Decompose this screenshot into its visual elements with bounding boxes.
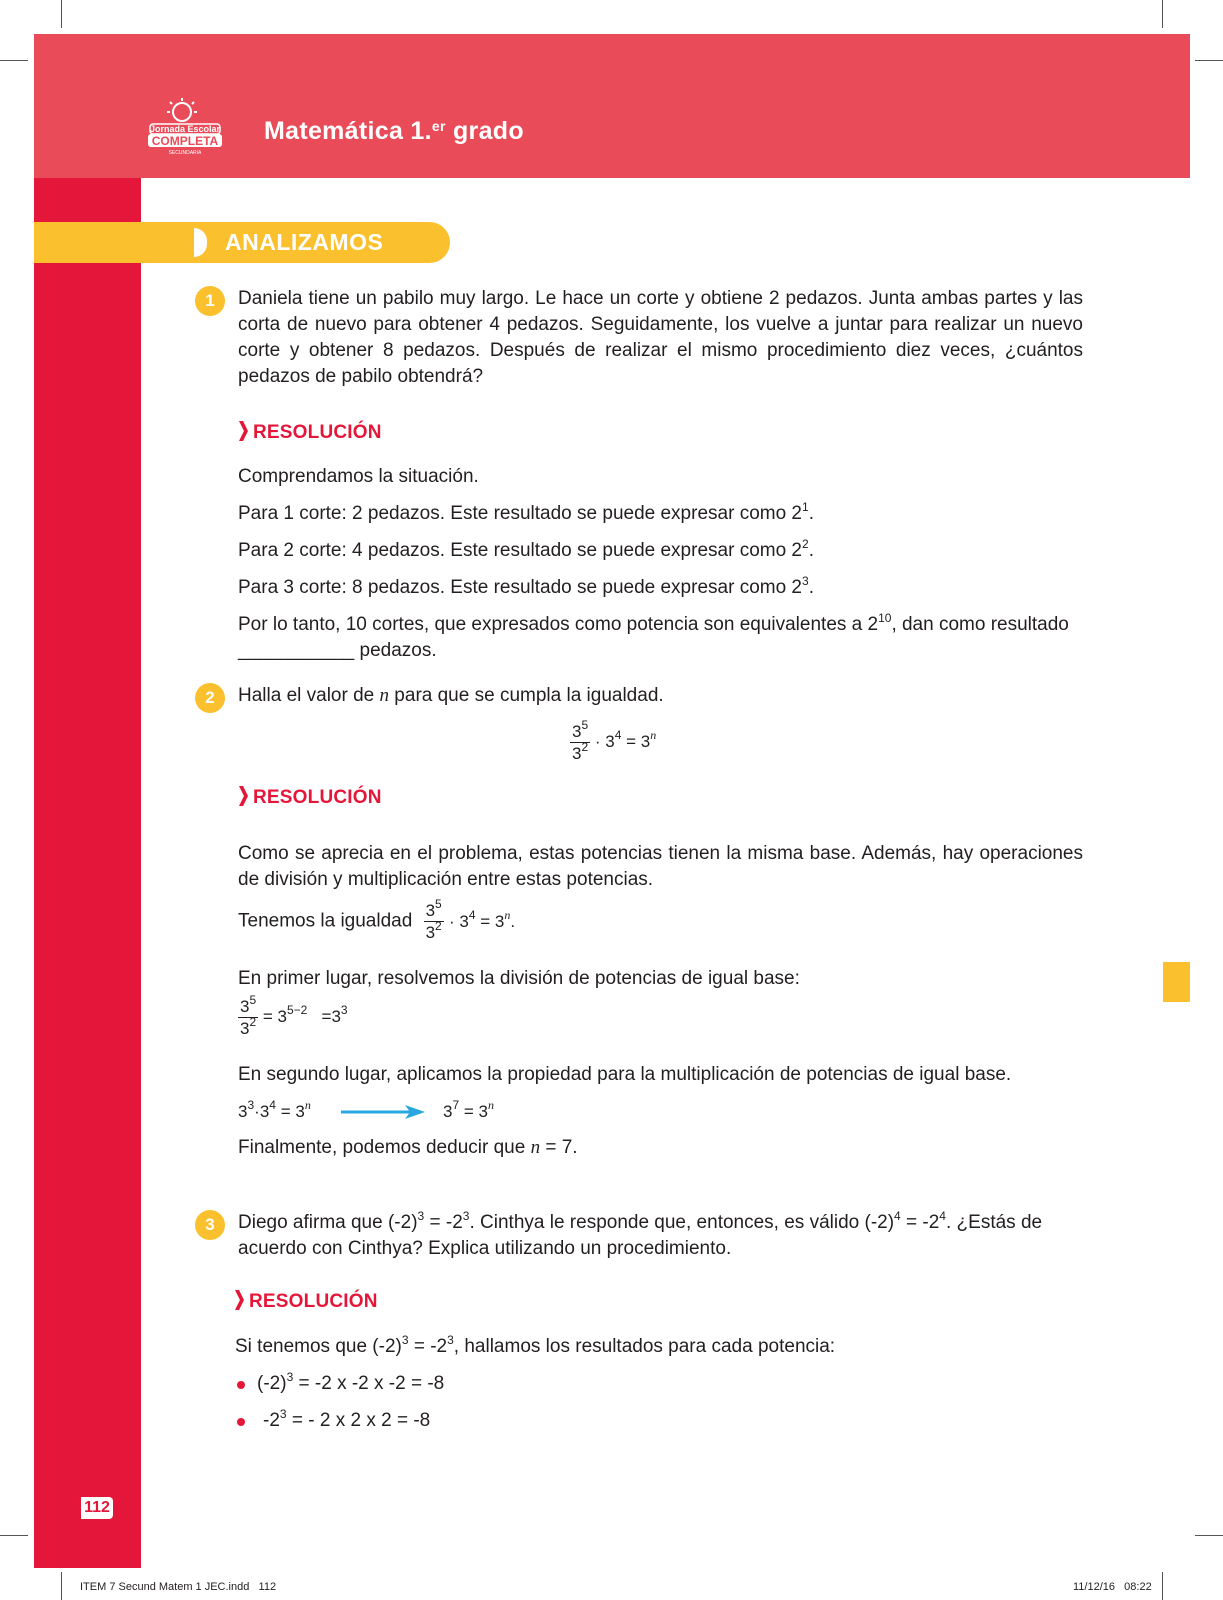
problem3-statement: Diego afirma que $(-2)^3 = -2^3$. Cinthya le responde que, entonces, es válido $(-2)^4 = -2^4$. ¿Estás de acuerdo con Cinthya? Explica utilizando un procedimiento. <box>238 1209 1043 1259</box>
problem2-multiplication: $3^3\cdot 3^4 = 3^n$ <box>238 1098 311 1121</box>
problem-number-1: 1 <box>195 286 225 316</box>
crop-mark <box>0 60 28 61</box>
chevron-icon <box>239 786 248 806</box>
page-number: 112 <box>81 1497 113 1519</box>
problem1-intro: Comprendamos la situación. <box>238 466 479 487</box>
svg-text:COMPLETA: COMPLETA <box>151 134 219 148</box>
problem-number-2: 2 <box>195 683 225 713</box>
problem2-division: $\frac{3^5}{3^2}$ = $3^{5-2} =3^3$ <box>240 993 348 1038</box>
resolucion-heading-3: RESOLUCIÓN <box>235 1290 378 1313</box>
svg-text:SECUNDARIA: SECUNDARIA <box>168 150 202 156</box>
bullet-icon <box>237 1418 245 1426</box>
problem1-line-3: Para 3 corte: 8 pedazos. Este resultado se puede expresar como $2^3$. <box>238 574 814 598</box>
crop-mark <box>0 1535 28 1536</box>
problem-number-3: 3 <box>195 1210 225 1240</box>
problem2-tenemos: Tenemos la igualdad $\frac{3^5}{3^2}$ · $3^4 = 3^n$. <box>238 897 516 942</box>
section-title: ANALIZAMOS <box>225 229 384 255</box>
problem2-equation: $\frac{3^5}{3^2}$ · $3^4 = 3^n$ <box>572 718 657 763</box>
subject-title: Matemática 1.$^{er}$ grado <box>264 117 524 145</box>
chevron-icon <box>235 1290 244 1310</box>
crop-mark <box>1195 60 1223 61</box>
crop-mark <box>1195 1535 1223 1536</box>
crop-mark <box>1162 1572 1163 1600</box>
problem2-result: $3^7 = 3^n$ <box>443 1098 494 1121</box>
resolucion-heading-1: RESOLUCIÓN <box>239 421 382 444</box>
problem1-line-1: Para 1 corte: 2 pedazos. Este resultado se puede expresar como $2^1$. <box>238 500 814 524</box>
problem2-final: Finalmente, podemos deducir que n = 7. <box>238 1137 578 1158</box>
resolucion-heading-2: RESOLUCIÓN <box>239 786 382 809</box>
problem3-intro: Si tenemos que $(-2)^3 = -2^3$, hallamos los resultados para cada potencia: <box>235 1333 836 1357</box>
footer-timestamp: 11/12/16 08:22 <box>1073 1581 1152 1593</box>
right-arrow-icon <box>341 1103 425 1126</box>
problem2-explanation: Como se aprecia en el problema, estas potencias tienen la misma base. Además, hay operaciones de división y multiplicación entre estas potencias. <box>238 843 1083 890</box>
problem2-statement: Halla el valor de n para que se cumpla la igualdad. <box>238 685 664 706</box>
crop-mark <box>1162 0 1163 28</box>
chevron-icon <box>239 421 248 441</box>
problem1-statement: Daniela tiene un pabilo muy largo. Le hace un corte y obtiene 2 pedazos. Junta ambas partes y las corta de nuevo para obtener 4 pedazos. Seguidamente, los vuelve a juntar para realizar un nuevo corte y obtener 8 pedazos. Después de realizar el mismo procedimiento diez veces, ¿cuántos pedazos de pabilo obtendrá? <box>238 288 1083 387</box>
left-side-strip <box>34 178 141 1568</box>
crop-mark <box>61 0 62 28</box>
footer-file-info: ITEM 7 Secund Matem 1 JEC.indd 112 <box>80 1581 277 1593</box>
problem2-second-step: En segundo lugar, aplicamos la propiedad para la multiplicación de potencias de igual base. <box>238 1064 1012 1085</box>
side-tab-marker <box>1163 962 1190 1002</box>
problem3-bullet-2: $-2^3$ = - 2 x 2 x 2 = -8 <box>263 1407 431 1431</box>
problem1-conclusion: Por lo tanto, 10 cortes, que expresados como potencia son equivalentes a $2^{10}$, dan como resultado ___________ pedazos. <box>238 611 1069 661</box>
svg-text:Jornada Escolar: Jornada Escolar <box>149 124 221 134</box>
jec-logo <box>146 98 226 156</box>
bullet-icon <box>237 1381 245 1389</box>
problem2-first-step: En primer lugar, resolvemos la división de potencias de igual base: <box>238 968 800 989</box>
problem3-bullet-1: $(-2)^3 = -2$ x -2 x -2 = -8 <box>257 1370 445 1394</box>
crop-mark <box>61 1572 62 1600</box>
problem1-line-2: Para 2 corte: 4 pedazos. Este resultado se puede expresar como $2^2$. <box>238 537 814 561</box>
